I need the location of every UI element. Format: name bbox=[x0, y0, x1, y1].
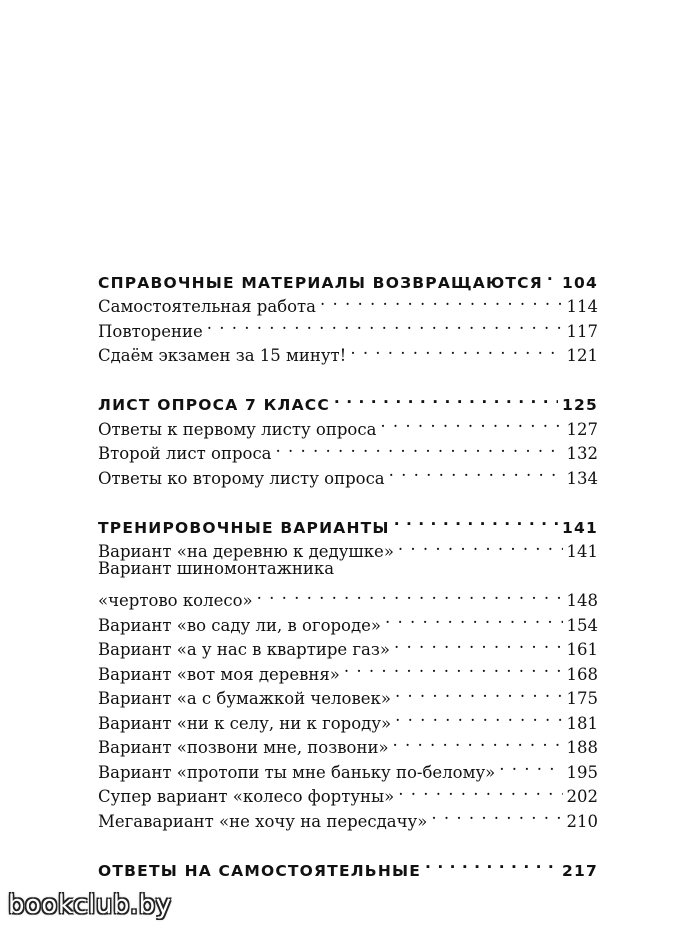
toc-entry-title: Мегавариант «не хочу на пересдачу» bbox=[98, 811, 428, 831]
dot-leader bbox=[547, 263, 558, 288]
toc-entry-page: 202 bbox=[566, 787, 598, 806]
toc-entry-page: 175 bbox=[566, 689, 598, 708]
toc-entry-title: Вариант «протопи ты мне баньку по-белому» bbox=[98, 762, 496, 782]
dot-leader bbox=[398, 533, 563, 558]
toc-entry-title: Ответы к первому листу опроса bbox=[98, 419, 377, 439]
toc-entry-page: 127 bbox=[566, 419, 598, 439]
toc-entry-page: 154 bbox=[566, 615, 598, 635]
dot-leader bbox=[425, 851, 558, 876]
toc-entry-title: Вариант «позвони мне, позвони» bbox=[98, 738, 389, 757]
watermark: bookclub.by bbox=[8, 890, 172, 920]
toc-entry bbox=[98, 582, 598, 610]
toc-entry-title: Вариант «на деревню к дедушке» bbox=[98, 542, 394, 561]
dot-leader bbox=[395, 704, 562, 729]
toc-entry-title: «чертово колесо» bbox=[98, 591, 253, 610]
dot-leader bbox=[257, 582, 563, 607]
toc-entry-page: 132 bbox=[566, 444, 598, 463]
toc-heading-page: 104 bbox=[562, 273, 598, 292]
toc-entry-title: Вариант «вот моя деревня» bbox=[98, 664, 340, 684]
toc-heading-title: СПРАВОЧНЫЕ МАТЕРИАЛЫ ВОЗВРАЩАЮТСЯ bbox=[98, 273, 543, 292]
toc-entry-title: Вариант «а с бумажкой человек» bbox=[98, 689, 391, 708]
dot-leader bbox=[393, 729, 563, 754]
toc-heading-page: 141 bbox=[562, 518, 598, 537]
toc-entry-title: Супер вариант «колесо фортуны» bbox=[98, 787, 395, 806]
dot-leader bbox=[395, 680, 563, 705]
toc-entry-page: 148 bbox=[566, 591, 598, 610]
dot-leader bbox=[334, 386, 558, 411]
toc-heading-title: ЛИСТ ОПРОСА 7 КЛАСС bbox=[98, 396, 330, 414]
toc-heading-title: ТРЕНИРОВОЧНЫЕ ВАРИАНТЫ bbox=[98, 518, 390, 537]
dot-leader bbox=[394, 508, 558, 533]
toc-heading-reference-materials bbox=[98, 263, 598, 292]
dot-leader bbox=[276, 435, 563, 460]
toc-entry-title: Вариант «а у нас в квартире газ» bbox=[98, 640, 390, 659]
toc-entry-page: 114 bbox=[566, 297, 598, 316]
dot-leader bbox=[431, 802, 562, 827]
toc-entry-page: 117 bbox=[566, 321, 598, 341]
toc-entry-page: 121 bbox=[566, 346, 598, 365]
toc-entry-title: Самостоятельная работа bbox=[98, 297, 317, 316]
toc-entry-title: Повторение bbox=[98, 321, 203, 341]
toc-entry-title: Ответы ко второму листу опроса bbox=[98, 468, 385, 488]
toc-heading-title: ОТВЕТЫ НА САМОСТОЯТЕЛЬНЫЕ bbox=[98, 861, 422, 880]
dot-leader bbox=[389, 459, 563, 484]
toc-entry-page: 134 bbox=[566, 468, 598, 488]
dot-leader bbox=[344, 655, 563, 680]
toc-entry-page: 181 bbox=[566, 713, 598, 733]
toc-entry-title: Второй лист опроса bbox=[98, 444, 272, 463]
toc-heading-answers bbox=[98, 851, 598, 880]
toc-heading-survey-sheet bbox=[98, 386, 598, 414]
toc-entry-page: 141 bbox=[566, 542, 598, 561]
dot-leader bbox=[350, 337, 562, 362]
dot-leader bbox=[398, 778, 562, 803]
toc-entry-title: Вариант шиномонтажника bbox=[98, 559, 335, 578]
toc-entry-page: 195 bbox=[566, 762, 598, 782]
toc-entry-page: 168 bbox=[566, 664, 598, 684]
toc-entry-title: Вариант «ни к селу, ни к городу» bbox=[98, 713, 392, 733]
toc-entry-page: 188 bbox=[566, 738, 598, 757]
dot-leader bbox=[320, 288, 562, 313]
toc-entry-page: 161 bbox=[566, 640, 598, 659]
toc-entry-title: Вариант «во саду ли, в огороде» bbox=[98, 615, 382, 635]
dot-leader bbox=[499, 753, 562, 778]
toc-entry-title: Сдаём экзамен за 15 минут! bbox=[98, 346, 347, 365]
dot-leader bbox=[394, 631, 563, 656]
dot-leader bbox=[380, 410, 562, 435]
table-of-contents bbox=[98, 263, 598, 880]
dot-leader bbox=[385, 606, 562, 631]
toc-heading-page: 125 bbox=[562, 396, 598, 414]
toc-heading-page: 217 bbox=[562, 861, 598, 880]
dot-leader bbox=[207, 312, 563, 337]
toc-entry-page: 210 bbox=[566, 811, 598, 831]
toc-heading-training-variants bbox=[98, 508, 598, 537]
